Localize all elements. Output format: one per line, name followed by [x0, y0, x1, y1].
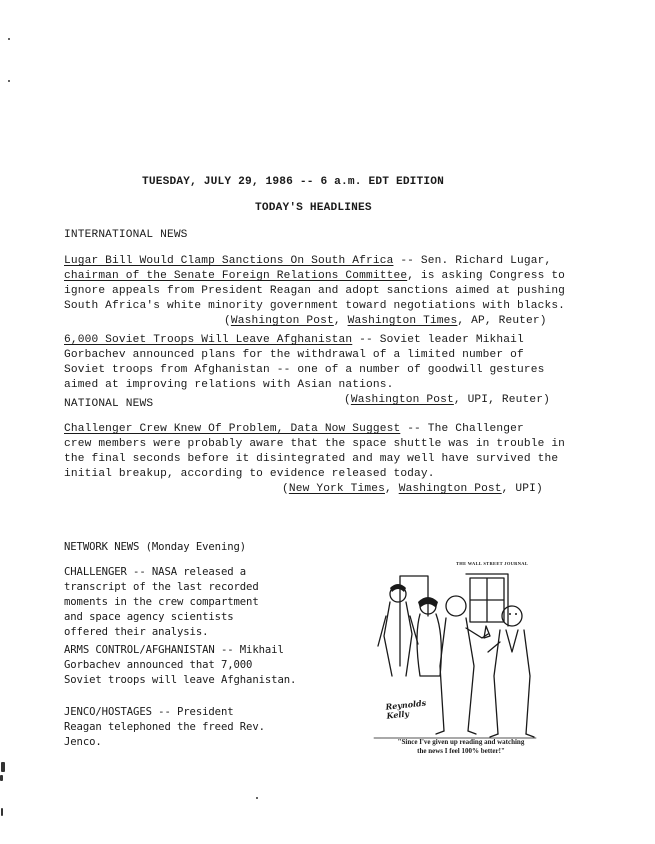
scan-speck — [8, 38, 10, 40]
story-lead: -- The Challenger — [400, 423, 524, 435]
source-sep: , — [333, 315, 348, 327]
network-news-title: NETWORK NEWS (Monday Evening) — [64, 541, 247, 553]
cartoon-masthead: THE WALL STREET JOURNAL — [456, 561, 529, 566]
network-item-text: offered their analysis. — [64, 626, 209, 638]
scan-speck — [8, 80, 10, 82]
source-name: Washington Post — [350, 394, 454, 406]
network-item-text: moments in the crew compartment — [64, 596, 259, 608]
network-item-text: ARMS CONTROL/AFGHANISTAN -- Mikhail — [64, 644, 284, 656]
story-text: initial breakup, according to evidence released today. — [64, 468, 435, 480]
source-name: Washington Times — [347, 315, 458, 327]
network-item-jenco — [64, 705, 265, 750]
caption-line: the news I feel 100% better!" — [417, 747, 505, 755]
network-item-text: JENCO/HOSTAGES -- President — [64, 706, 234, 718]
network-item-text: transcript of the last recorded — [64, 581, 259, 593]
international-section-title: INTERNATIONAL NEWS — [64, 229, 188, 241]
network-item-text: Jenco. — [64, 736, 102, 748]
network-item-text: Gorbachev announced that 7,000 — [64, 659, 253, 671]
network-item-text: and space agency scientists — [64, 611, 234, 623]
national-section-title: NATIONAL NEWS — [64, 398, 154, 410]
story-text: Soviet troops from Afghanistan -- one of a number of goodwill gestures — [64, 364, 545, 376]
story-text: crew members were probably aware that the space shuttle was in trouble in — [64, 438, 566, 450]
story-lead: -- Sen. Richard Lugar, — [393, 255, 552, 267]
headlines-title: TODAY'S HEADLINES — [255, 202, 372, 214]
scan-speck — [1, 762, 5, 772]
source-name: New York Times — [288, 483, 385, 495]
story-challenger-crew — [64, 422, 565, 497]
story-text-underlined: chairman of the Senate Foreign Relations Committee — [64, 270, 408, 282]
story-headline: 6,000 Soviet Troops Will Leave Afghanistan — [64, 334, 353, 346]
story-lugar-sanctions — [64, 254, 565, 329]
source-rest: , AP, Reuter) — [457, 315, 547, 327]
story-text: the final seconds before it disintegrated and may well have survived the — [64, 453, 559, 465]
story-lead: -- Soviet leader Mikhail — [352, 334, 524, 346]
network-item-text: Reagan telephoned the freed Rev. — [64, 721, 265, 733]
scan-speck — [1, 808, 3, 816]
network-item-challenger — [64, 565, 259, 640]
cartoon-signature: Reynolds Kelly — [385, 697, 427, 721]
network-item-arms-control — [64, 643, 296, 688]
source-sep: , — [384, 483, 399, 495]
cartoon-caption — [372, 738, 550, 756]
story-text: Gorbachev announced plans for the withdrawal of a limited number of — [64, 349, 524, 361]
source-paren: ( — [344, 394, 351, 406]
story-text: aimed at improving relations with Asian nations. — [64, 379, 394, 391]
story-text: , is asking Congress to — [407, 270, 566, 282]
story-headline: Lugar Bill Would Clamp Sanctions On South Africa — [64, 255, 394, 267]
story-soviet-troops — [64, 333, 550, 408]
network-item-text: CHALLENGER -- NASA released a — [64, 566, 247, 578]
story-text: ignore appeals from President Reagan and adopt sanctions aimed at pushing — [64, 285, 566, 297]
story-headline: Challenger Crew Knew Of Problem, Data Now Suggest — [64, 423, 401, 435]
scan-speck — [0, 775, 3, 781]
date-line: TUESDAY, JULY 29, 1986 -- 6 a.m. EDT EDITION — [142, 176, 444, 188]
source-paren: ( — [282, 483, 289, 495]
source-rest: , UPI, Reuter) — [453, 394, 550, 406]
source-paren: ( — [224, 315, 231, 327]
story-text: South Africa's white minority government toward negotiations with blacks. — [64, 300, 566, 312]
network-item-text: Soviet troops will leave Afghanistan. — [64, 674, 297, 686]
scan-speck — [256, 797, 258, 799]
source-name: Washington Post — [398, 483, 502, 495]
source-name: Washington Post — [230, 315, 334, 327]
caption-line: "Since I've given up reading and watching — [397, 738, 525, 746]
source-rest: , UPI) — [501, 483, 543, 495]
